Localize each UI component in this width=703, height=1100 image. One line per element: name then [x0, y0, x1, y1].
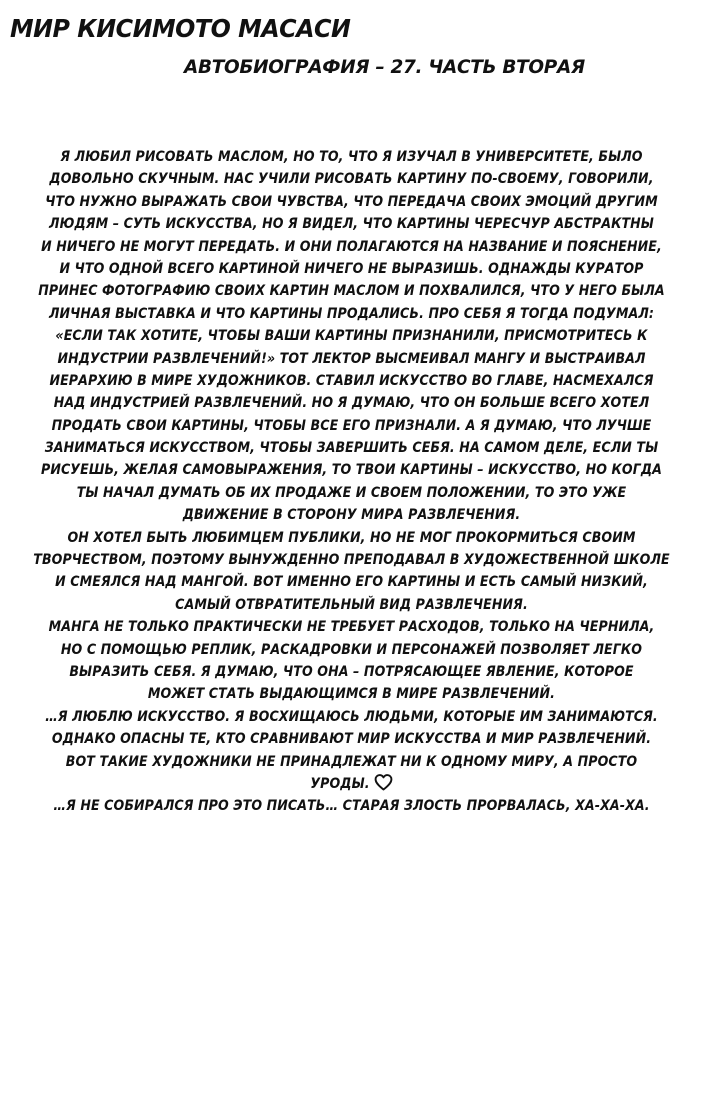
text-line: …Я ЛЮБЛЮ ИСКУССТВО. Я ВОСХИЩАЮСЬ ЛЮДЬМИ, КОТОРЫЕ ИМ ЗАНИМАЮТСЯ.	[45, 708, 658, 725]
page-title: МИР КИСИМОТО МАСАСИ	[10, 14, 351, 43]
text-line: НО С ПОМОЩЬЮ РЕПЛИК, РАСКАДРОВКИ И ПЕРСОНАЖЕЙ ПОЗВОЛЯЕТ ЛЕГКО	[60, 641, 643, 658]
text-line: САМЫЙ ОТВРАТИТЕЛЬНЫЙ ВИД РАЗВЛЕЧЕНИЯ.	[175, 596, 528, 613]
text-line: МОЖЕТ СТАТЬ ВЫДАЮЩИМСЯ В МИРЕ РАЗВЛЕЧЕНИЙ.	[147, 686, 556, 703]
text-line: РИСУЕШЬ, ЖЕЛАЯ САМОВЫРАЖЕНИЯ, ТО ТВОИ КАРТИНЫ – ИСКУССТВО, НО КОГДА	[40, 462, 663, 479]
page-subtitle: АВТОБИОГРАФИЯ – 27. ЧАСТЬ ВТОРАЯ	[184, 56, 585, 78]
text-line: ТЫ НАЧАЛ ДУМАТЬ ОБ ИХ ПРОДАЖЕ И СВОЕМ ПОЛОЖЕНИИ, ТО ЭТО УЖЕ	[76, 484, 627, 501]
text-line: ЛИЧНАЯ ВЫСТАВКА И ЧТО КАРТИНЫ ПРОДАЛИСЬ. ПРО СЕБЯ Я ТОГДА ПОДУМАЛ:	[48, 305, 655, 322]
text-line: И ЧТО ОДНОЙ ВСЕГО КАРТИНОЙ НИЧЕГО НЕ ВЫРАЗИШЬ. ОДНАЖДЫ КУРАТОР	[59, 260, 644, 277]
body-text	[14, 146, 689, 818]
text-line: ПРИНЕС ФОТОГРАФИЮ СВОИХ КАРТИН МАСЛОМ И ПОХВАЛИЛСЯ, ЧТО У НЕГО БЫЛА	[38, 283, 665, 300]
text-line: И НИЧЕГО НЕ МОГУТ ПЕРЕДАТЬ. И ОНИ ПОЛАГАЮТСЯ НА НАЗВАНИЕ И ПОЯСНЕНИЕ,	[41, 238, 662, 255]
text-line-with-heart	[14, 773, 689, 795]
text-line: …Я НЕ СОБИРАЛСЯ ПРО ЭТО ПИСАТЬ… СТАРАЯ ЗЛОСТЬ ПРОРВАЛАСЬ, ХА-ХА-ХА.	[53, 798, 650, 815]
text-line: ПРОДАТЬ СВОИ КАРТИНЫ, ЧТОБЫ ВСЕ ЕГО ПРИЗНАЛИ. А Я ДУМАЮ, ЧТО ЛУЧШЕ	[51, 417, 652, 434]
text-line: ОДНАКО ОПАСНЫ ТЕ, КТО СРАВНИВАЮТ МИР ИСКУССТВА И МИР РАЗВЛЕЧЕНИЙ.	[51, 731, 652, 748]
text-line: Я ЛЮБИЛ РИСОВАТЬ МАСЛОМ, НО ТО, ЧТО Я ИЗУЧАЛ В УНИВЕРСИТЕТЕ, БЫЛО	[60, 149, 643, 165]
text-line: ЧТО НУЖНО ВЫРАЖАТЬ СВОИ ЧУВСТВА, ЧТО ПЕРЕДАЧА СВОИХ ЭМОЦИЙ ДРУГИМ	[45, 193, 658, 210]
text-line: УРОДЫ.	[310, 775, 370, 792]
text-line: ЛЮДЯМ – СУТЬ ИСКУССТВА, НО Я ВИДЕЛ, ЧТО КАРТИНЫ ЧЕРЕСЧУР АБСТРАКТНЫ	[49, 216, 654, 233]
text-line: ЗАНИМАТЬСЯ ИСКУССТВОМ, ЧТОБЫ ЗАВЕРШИТЬ СЕБЯ. НА САМОМ ДЕЛЕ, ЕСЛИ ТЫ	[44, 440, 659, 457]
text-line: «ЕСЛИ ТАК ХОТИТЕ, ЧТОБЫ ВАШИ КАРТИНЫ ПРИЗНАНИЛИ, ПРИСМОТРИТЕСЬ К	[55, 328, 648, 345]
text-line: ВЫРАЗИТЬ СЕБЯ. Я ДУМАЮ, ЧТО ОНА – ПОТРЯСАЮЩЕЕ ЯВЛЕНИЕ, КОТОРОЕ	[69, 663, 634, 680]
text-line: ВОТ ТАКИЕ ХУДОЖНИКИ НЕ ПРИНАДЛЕЖАТ НИ К ОДНОМУ МИРУ, А ПРОСТО	[65, 753, 638, 770]
text-line: ИНДУСТРИИ РАЗВЛЕЧЕНИЙ!» ТОТ ЛЕКТОР ВЫСМЕИВАЛ МАНГУ И ВЫСТРАИВАЛ	[57, 350, 646, 367]
text-line: МАНГА НЕ ТОЛЬКО ПРАКТИЧЕСКИ НЕ ТРЕБУЕТ РАСХОДОВ, ТОЛЬКО НА ЧЕРНИЛА,	[48, 619, 655, 636]
text-line: И СМЕЯЛСЯ НАД МАНГОЙ. ВОТ ИМЕННО ЕГО КАРТИНЫ И ЕСТЬ САМЫЙ НИЗКИЙ,	[55, 574, 648, 591]
text-line: ТВОРЧЕСТВОМ, ПОЭТОМУ ВЫНУЖДЕННО ПРЕПОДАВАЛ В ХУДОЖЕСТВЕННОЙ ШКОЛЕ	[33, 552, 670, 569]
text-line: НАД ИНДУСТРИЕЙ РАЗВЛЕЧЕНИЙ. НО Я ДУМАЮ, ЧТО ОН БОЛЬШЕ ВСЕГО ХОТЕЛ	[53, 395, 650, 412]
text-line: ИЕРАРХИЮ В МИРЕ ХУДОЖНИКОВ. СТАВИЛ ИСКУССТВО ВО ГЛАВЕ, НАСМЕХАЛСЯ	[49, 372, 654, 389]
text-line: ДОВОЛЬНО СКУЧНЫМ. НАС УЧИЛИ РИСОВАТЬ КАРТИНУ ПО-СВОЕМУ, ГОВОРИЛИ,	[49, 171, 654, 188]
text-line: ДВИЖЕНИЕ В СТОРОНУ МИРА РАЗВЛЕЧЕНИЯ.	[182, 507, 521, 524]
text-line: ОН ХОТЕЛ БЫТЬ ЛЮБИМЦЕМ ПУБЛИКИ, НО НЕ МОГ ПРОКОРМИТЬСЯ СВОИМ	[67, 529, 636, 546]
